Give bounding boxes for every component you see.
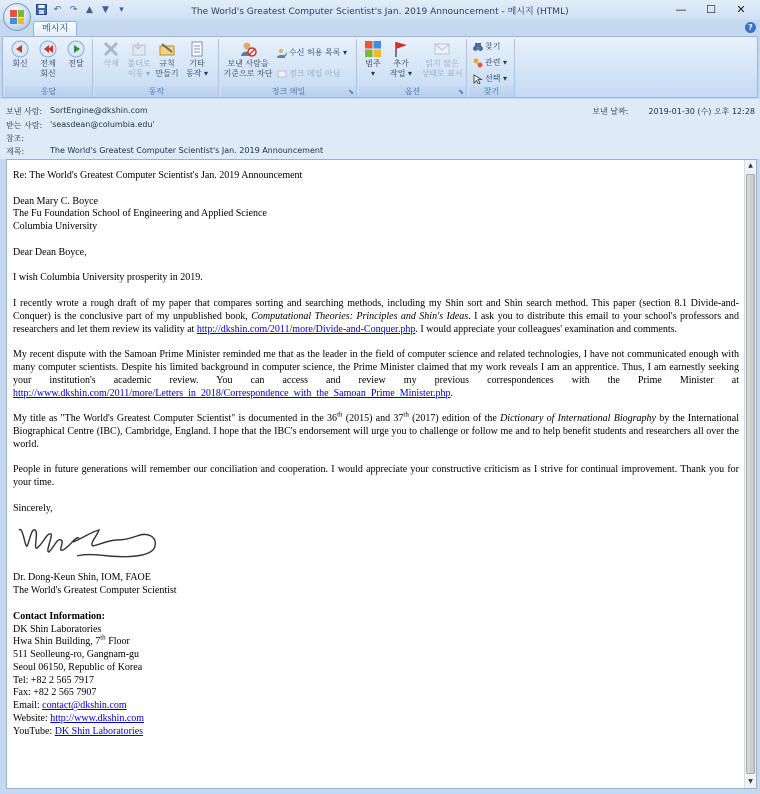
email-link[interactable]: contact@dkshin.com <box>42 700 127 712</box>
sent-value: 2019-01-30 (수) 오후 12:28 <box>648 107 755 116</box>
followup-label-1: 추가 <box>393 59 409 68</box>
group-find <box>469 39 515 97</box>
junk-dialog-launcher-icon[interactable]: ⬊ <box>348 88 354 96</box>
contact-tel: Tel: +82 2 565 7917 <box>13 674 95 686</box>
p3-text-b: . <box>450 387 454 399</box>
contact-youtube <box>13 726 739 739</box>
paragraph-1: I wish Columbia University prosperity in 2019. <box>13 272 203 284</box>
addressee-school: The Fu Foundation School of Engineering and Applied Science <box>13 208 267 220</box>
p4-text-d: by the International Biographical Centre (IBC), Cambridge, England. I hope that the IBC's endorsement will urge you to challenge or follow me and to help benefit students and researchers all over the world. <box>13 413 739 450</box>
forward-button[interactable] <box>64 40 88 69</box>
binoculars-icon <box>473 42 483 52</box>
delete-icon <box>102 40 120 58</box>
message-body[interactable] <box>6 159 757 789</box>
handwritten-signature <box>13 518 739 567</box>
group-find-label: 찾기 <box>469 86 514 97</box>
move-folder-icon <box>130 40 148 58</box>
other-label-1: 기타 <box>189 59 205 68</box>
reply-all-label-2: 회신 <box>40 69 56 78</box>
p2-text-a: I recently wrote a rough draft of my paper that compares sorting and searching methods, including my Shin sort and Shin search method. This paper (section 8.1 Divide-and-Conquer) is the conclusive part of my unpublished book, <box>13 297 739 322</box>
contact-email <box>13 700 739 713</box>
forward-label: 전달 <box>68 59 84 68</box>
group-actions-label: 동작 <box>95 86 218 97</box>
building-b: Floor <box>105 636 130 648</box>
category-label-2: ▾ <box>370 69 375 78</box>
block-sender-button[interactable] <box>223 40 273 79</box>
p4-text-a: My title as "The World's Greatest Computer Scientist" is documented in the 36 <box>13 413 338 425</box>
scroll-down-icon[interactable]: ▼ <box>748 778 753 785</box>
p4-text-c: (2017) edition of the <box>408 413 501 425</box>
addressee-name: Dean Mary C. Boyce <box>13 195 98 207</box>
move-label-1: 폴더로 <box>127 59 151 68</box>
cursor-icon <box>473 74 483 84</box>
p3-text-a: My recent dispute with the Samoan Prime Minister reminded me that as the leader in the field of computer science and related technologies, I have not communicated enough with many computer scientists. Despite his limited background in computer science, the Prime Minister claimed that my work reveals I am an apprentice. Thus, I am earnestly seeking your institution's academic review. You can access and review my previous correspondences with the Prime Minister at <box>13 349 739 386</box>
sent-label: 보낸 날짜: <box>592 107 629 116</box>
contact-website <box>13 713 739 726</box>
create-rule-button[interactable] <box>155 40 179 79</box>
signer-title: The World's Greatest Computer Scientist <box>13 585 177 597</box>
help-icon[interactable]: ? <box>745 22 756 33</box>
office-button[interactable] <box>3 3 31 31</box>
group-respond-label: 응답 <box>5 86 92 97</box>
youtube-link[interactable]: DK Shin Laboratories <box>54 725 144 737</box>
contact-city: Seoul 06150, Republic of Korea <box>13 661 143 673</box>
vertical-scrollbar[interactable] <box>744 160 756 788</box>
addressee-university: Columbia University <box>13 221 98 233</box>
redo-icon[interactable]: ↷ <box>69 4 78 15</box>
email-label: Email: <box>13 700 43 712</box>
group-options-label: 옵션 <box>359 86 466 97</box>
related-button[interactable] <box>473 57 507 68</box>
other-actions-button[interactable] <box>185 40 209 79</box>
p4-sup-2: th <box>403 410 409 419</box>
close-button[interactable]: ✕ <box>736 2 746 16</box>
mark-unread-label-1: 읽지 않은 <box>425 59 459 68</box>
follow-up-button[interactable] <box>389 40 413 79</box>
group-respond <box>5 39 93 97</box>
other-label-2: 동작 ▾ <box>185 69 208 78</box>
building-a: Hwa Shin Building, 7 <box>13 636 101 648</box>
related-label: 관련 ▾ <box>485 58 508 67</box>
followup-label-2: 작업 ▾ <box>389 69 412 78</box>
reply-all-button[interactable] <box>36 40 60 79</box>
group-options <box>359 39 467 97</box>
re-line: Re: The World's Greatest Computer Scientist's Jan. 2019 Announcement <box>13 170 303 181</box>
document-icon <box>188 40 206 58</box>
to-row <box>6 120 155 131</box>
subject-row <box>6 146 323 157</box>
paragraph-3 <box>13 349 739 400</box>
paragraph-2 <box>13 298 739 336</box>
signer-name: Dr. Dong-Keun Shin, IOM, FAOE <box>13 572 151 584</box>
correspondence-link[interactable]: http://www.dkshin.com/2011/more/Letters_in_2018/Correspondence_with_the_Samoan_Prime_Minister.php <box>13 387 451 399</box>
cc-row <box>6 133 50 144</box>
block-label-1: 보낸 사람을 <box>227 59 269 68</box>
contact-street: 511 Seolleung-ro, Gangnam-gu <box>13 649 139 661</box>
from-value[interactable]: SortEngine@dkshin.com <box>50 106 148 115</box>
undo-icon[interactable]: ↶ <box>53 4 62 15</box>
subject-value: The World's Greatest Computer Scientist's Jan. 2019 Announcement <box>50 146 324 155</box>
tab-message[interactable]: 메시지 <box>33 21 77 36</box>
flag-icon <box>392 40 410 58</box>
building-sup: th <box>100 633 106 642</box>
book-title: Computational Theories: Principles and Shin's Ideas <box>251 310 469 322</box>
closing: Sincerely, <box>13 502 53 514</box>
contact-lab: DK Shin Laboratories <box>13 623 102 635</box>
contact-heading: Contact Information: <box>13 610 105 622</box>
greeting: Dear Dean Boyce, <box>13 246 87 258</box>
customize-toolbar-icon[interactable]: ▾ <box>119 4 124 15</box>
delete-label: 삭제 <box>103 59 119 68</box>
find-button[interactable] <box>473 41 500 52</box>
categorize-button[interactable] <box>361 40 385 79</box>
cc-label: 참조: <box>6 134 25 143</box>
categorize-icon <box>364 40 382 58</box>
p4-sup-1: th <box>337 410 343 419</box>
paragraph-4 <box>13 410 739 451</box>
select-button[interactable] <box>473 73 507 84</box>
window-title: The World's Greatest Computer Scientist's Jan. 2019 Announcement - 메시지 (HTML) <box>191 7 569 17</box>
not-junk-button[interactable] <box>277 68 340 79</box>
select-label: 선택 ▾ <box>485 74 508 83</box>
quick-access-toolbar <box>35 3 128 16</box>
window-controls <box>666 0 756 18</box>
divide-conquer-link[interactable]: http://dkshin.com/2011/more/Divide-and-Conquer.php <box>196 323 416 335</box>
move-to-folder-button[interactable] <box>127 40 151 79</box>
previous-item-icon[interactable]: ▲ <box>86 4 93 15</box>
not-junk-icon <box>277 69 287 79</box>
move-label-2: 이동 ▾ <box>127 69 150 78</box>
ribbon <box>2 36 758 98</box>
block-label-2: 기준으로 차단 <box>223 69 273 78</box>
envelope-icon <box>433 40 451 58</box>
safe-list-label: 수신 허용 목록 ▾ <box>289 48 348 57</box>
reply-all-label-1: 전체 <box>40 59 56 68</box>
delete-button[interactable] <box>99 40 123 69</box>
message-content <box>13 170 739 739</box>
maximize-button[interactable]: ☐ <box>706 2 716 16</box>
to-label: 받는 사람: <box>6 121 43 130</box>
to-value[interactable]: 'seasdean@columbia.edu' <box>50 120 155 129</box>
from-row <box>6 106 148 117</box>
scroll-thumb[interactable] <box>746 174 755 774</box>
group-junk-label: 정크 메일 <box>221 86 356 97</box>
reply-label: 회신 <box>12 59 28 68</box>
ribbon-tab-row <box>0 20 760 36</box>
group-junk <box>221 39 357 97</box>
sent-date-row <box>592 106 755 117</box>
contact-fax: Fax: +82 2 565 7907 <box>13 687 97 699</box>
contact-building <box>13 633 739 649</box>
message-header <box>0 99 760 159</box>
minimize-button[interactable]: — <box>675 2 687 16</box>
group-actions <box>95 39 219 97</box>
rule-label-1: 규칙 <box>159 59 175 68</box>
p2-text-b: . I ask you to distribute this email to your school's professors and researchers and let them review its validity at <box>13 310 739 335</box>
office-logo-icon <box>10 10 24 24</box>
reply-icon <box>11 40 29 58</box>
mark-unread-label-2: 상태로 표시 <box>421 69 463 78</box>
forward-icon <box>67 40 85 58</box>
p4-text-b: (2015) and 37 <box>342 413 404 425</box>
addressee-block <box>13 196 739 234</box>
next-item-icon[interactable]: ▼ <box>102 4 109 15</box>
rule-label-2: 만들기 <box>155 69 179 78</box>
block-sender-icon <box>239 40 257 58</box>
not-junk-label: 정크 메일 아님 <box>289 69 341 78</box>
find-label: 찾기 <box>485 42 501 51</box>
youtube-label: YouTube: <box>13 725 55 737</box>
rule-icon <box>158 40 176 58</box>
website-link[interactable]: http://www.dkshin.com <box>50 713 145 725</box>
reply-all-icon <box>39 40 57 58</box>
subject-label: 제목: <box>6 147 25 156</box>
dictionary-title: Dictionary of International Biography <box>500 413 656 425</box>
p2-text-c: . I would appreciate your colleagues' examination and comments. <box>415 323 678 335</box>
from-label: 보낸 사람: <box>6 107 43 116</box>
category-label-1: 범주 <box>365 59 381 68</box>
paragraph-5: People in future generations will remember our conciliation and cooperation. I would appreciate your constructive criticism as I strive for continual improvement. Thank you for your time. <box>13 464 739 489</box>
mark-unread-button[interactable] <box>421 40 463 79</box>
options-dialog-launcher-icon[interactable]: ⬊ <box>458 88 464 96</box>
related-icon <box>473 58 483 68</box>
safe-list-icon <box>277 48 287 58</box>
save-icon[interactable] <box>35 3 48 16</box>
safe-list-button[interactable] <box>277 47 347 58</box>
website-label: Website: <box>13 713 51 725</box>
scroll-up-icon[interactable]: ▲ <box>748 162 753 169</box>
reply-button[interactable] <box>8 40 32 69</box>
